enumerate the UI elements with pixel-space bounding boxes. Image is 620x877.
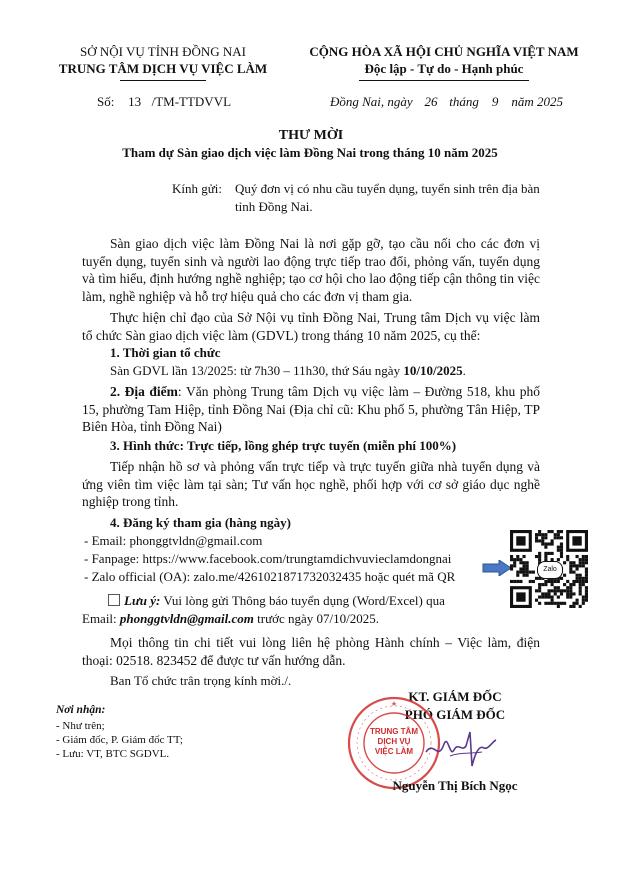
note-label: Lưu ý: [124,593,161,608]
motto-underline [359,80,529,81]
agency-name: TRUNG TÂM DỊCH VỤ VIỆC LÀM [58,61,268,76]
agency-underline [120,80,206,81]
document-date [330,94,563,110]
section2-heading: 2. Địa điểm [110,384,178,399]
section3-heading: 3. Hình thức: Trực tiếp, lồng ghép trực tuyến (miễn phí 100%) [110,438,457,453]
note-line2 [82,611,379,627]
national-motto: Độc lập - Tự do - Hạnh phúc [364,61,524,76]
signature-title1: KT. GIÁM ĐỐC [408,689,502,704]
document-subtitle: Tham dự Sàn giao dịch việc làm Đồng Nai trong tháng 10 năm 2025 [122,145,498,160]
handwritten-signature [420,722,500,772]
recipient-item: - Giám đốc, P. Giám đốc TT; [56,734,183,746]
contact-paragraph: Mọi thông tin chi tiết vui lòng liên hệ phòng Hành chính – Việc làm, điện thoại: 02518. 823452 để được tư vấn hướng dẫn. [82,635,540,668]
stamp-line: DỊCH VỤ [377,737,411,746]
date-year: năm 2025 [511,94,563,109]
checkbox-icon [108,594,120,606]
recipient-item: - Lưu: VT, BTC SGDVL. [56,748,170,760]
number-prefix: Số: [97,94,115,109]
section1-heading: 1. Thời gian tổ chức [110,345,221,360]
stamp-line: VIỆC LÀM [374,747,414,756]
note-deadline: trước ngày 07/10/2025. [253,611,380,626]
document-title: THƯ MỜI [278,128,344,143]
section4-heading: 4. Đăng ký tham gia (hàng ngày) [110,515,291,530]
recipient-item: - Như trên; [56,720,105,732]
agency-parent: SỞ NỘI VỤ TỈNH ĐỒNG NAI [80,44,246,59]
national-title: CỘNG HÒA XÃ HỘI CHỦ NGHĨA VIỆT NAM [309,44,579,59]
date-prefix: Đồng Nai, ngày [330,94,413,109]
closing-line: Ban Tổ chức trân trọng kính mời./. [110,673,292,688]
recipient-line1: Quý đơn vị có nhu cầu tuyển dụng, tuyển sinh trên địa bàn [235,181,540,196]
section1-date: 10/10/2025 [403,363,463,378]
date-month-label: tháng [449,94,479,109]
directive-paragraph: Thực hiện chỉ đạo của Sở Nội vụ tỉnh Đồng Nai, Trung tâm Dịch vụ việc làm tổ chức Sàn giao dịch việc làm (GDVL) trong tháng 10 năm 2025, cụ thể: [82,310,540,343]
note-email-prefix: Email: [82,611,120,626]
intro-paragraph: Sàn giao dịch việc làm Đồng Nai là nơi gặp gỡ, tạo cầu nối cho các đơn vị tuyển dụng, tuyển sinh và người lao động trực tiếp trao đổi, phỏng vấn, tuyển dụng và tìm hiểu, định hướng nghề nghiệp; tạo cơ hội cho lao động tiếp cận thông tin việc làm, nghề nghiệp và hỗ trợ hiệu quả cho các đơn vị tham gia. [82,236,540,304]
note-email[interactable]: phonggtvldn@gmail.com [119,611,254,626]
section3-text: Tiếp nhận hồ sơ và phỏng vấn trực tiếp và trực tuyến giữa nhà tuyển dụng và ứng viên tìm việc làm tại sàn; Tư vấn học nghề, phối hợp với cơ sở giáo dục nghề nghiệp trong tỉnh. [82,459,540,509]
arrow-right-icon [482,560,512,576]
recipients-title: Nơi nhận: [56,704,106,716]
section1-text [110,363,466,379]
note-text1: Vui lòng gửi Thông báo tuyển dụng (Word/Excel) qua [160,593,445,608]
stamp-line: TRUNG TÂM [370,727,418,736]
date-month: 9 [491,94,499,109]
stamp-text [364,727,424,757]
register-email[interactable]: - Email: phonggtvldn@gmail.com [84,533,263,548]
recipient-label: Kính gửi: [172,181,223,196]
zalo-qr-code[interactable] [510,530,588,608]
document-number [97,94,231,110]
section1-body: Sàn GDVL lần 13/2025: từ 7h30 – 11h30, thứ Sáu ngày [110,363,404,378]
register-fanpage[interactable]: - Fanpage: https://www.facebook.com/trungtamdichvuvieclamdongnai [84,551,452,566]
recipient-line2: tỉnh Đồng Nai. [235,199,313,214]
date-day: 26 [424,94,438,109]
signature-title2: PHÓ GIÁM ĐỐC [404,707,506,722]
note-line1 [108,593,445,609]
number-suffix: /TM-TTDVVL [151,94,232,109]
register-zalo[interactable]: - Zalo official (OA): zalo.me/4261021871732032435 hoặc quét mã QR [84,569,456,584]
section2-paragraph [82,383,540,436]
section2-text: : Văn phòng Trung tâm Dịch vụ việc làm – Đường 518, khu phố 15, phường Tam Hiệp, tỉnh Đồng Nai (Địa chỉ cũ: Khu phố 5, phường Tân Hiệp, TP Biên Hòa, tỉnh Đồng Nai) [82,384,540,434]
section1-end: . [462,363,466,378]
signer-name: Nguyễn Thị Bích Ngọc [392,778,518,793]
zalo-logo: Zalo [537,561,563,579]
number-value: 13 [128,94,142,109]
